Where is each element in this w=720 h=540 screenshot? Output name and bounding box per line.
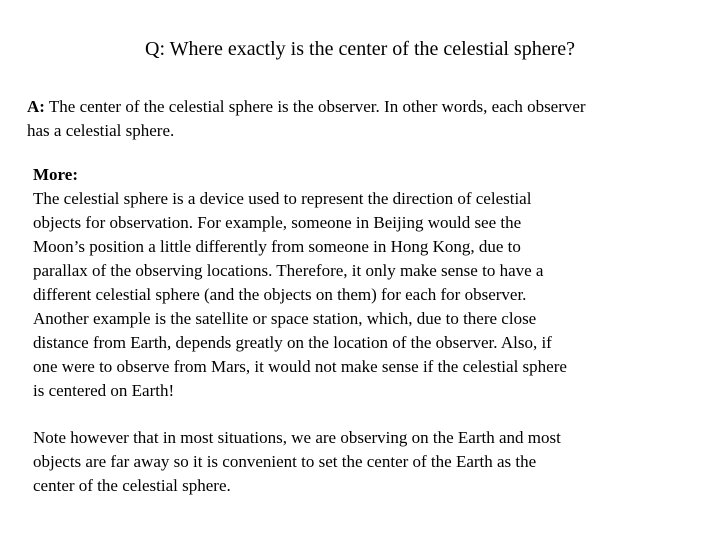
more-line: distance from Earth, depends greatly on the location of the observer. Also, if (33, 333, 552, 352)
more-line: objects for observation. For example, someone in Beijing would see the (33, 213, 522, 232)
more-line: one were to observe from Mars, it would not make sense if the celestial sphere (33, 357, 567, 376)
more-line: parallax of the observing locations. Therefore, it only make sense to have a (33, 261, 544, 280)
answer-line (27, 95, 586, 119)
answer-text: The center of the celestial sphere is the observer. In other words, each observer (44, 97, 586, 116)
note-line: center of the celestial sphere. (33, 476, 231, 495)
note-line: Note however that in most situations, we are observing on the Earth and most (33, 428, 561, 447)
note-line: objects are far away so it is convenient to set the center of the Earth as the (33, 452, 537, 471)
answer-paragraph (27, 95, 586, 143)
more-paragraph (33, 163, 567, 403)
more-label: More: (33, 165, 78, 184)
answer-label: A: (27, 97, 45, 116)
more-line: is centered on Earth! (33, 381, 175, 400)
more-line: different celestial sphere (and the objects on them) for each for observer. (33, 285, 527, 304)
question-title: Q: Where exactly is the center of the celestial sphere? (145, 38, 575, 60)
answer-line: has a celestial sphere. (27, 121, 175, 140)
note-paragraph (33, 426, 561, 498)
more-line: Moon’s position a little differently from someone in Hong Kong, due to (33, 237, 521, 256)
more-line: The celestial sphere is a device used to represent the direction of celestial (33, 189, 532, 208)
more-line: Another example is the satellite or space station, which, due to there close (33, 309, 537, 328)
